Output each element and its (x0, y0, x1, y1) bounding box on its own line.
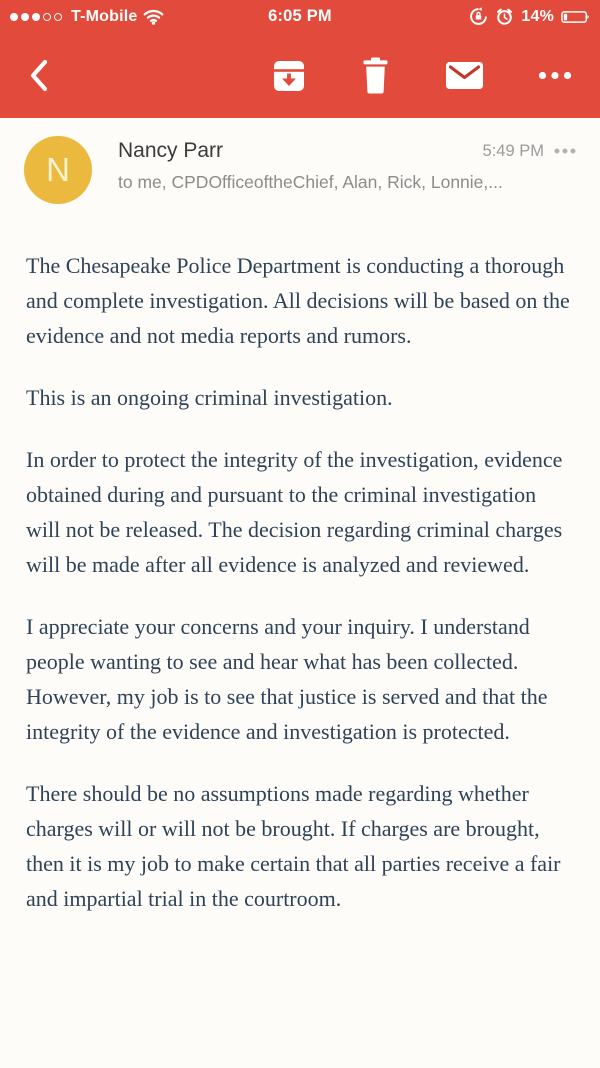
recipients-line[interactable]: to me, CPDOfficeoftheChief, Alan, Rick, Lonnie,... (118, 172, 503, 192)
status-bar-right (469, 7, 590, 26)
app-header (0, 0, 600, 118)
back-chevron-icon (28, 59, 49, 92)
delete-button[interactable] (354, 51, 397, 100)
signal-dot (43, 13, 51, 21)
toolbar (0, 33, 600, 118)
mark-unread-button[interactable] (439, 55, 490, 96)
signal-dot (32, 13, 40, 21)
archive-button[interactable] (266, 53, 312, 99)
mark-unread-icon (445, 61, 484, 90)
sender-name: Nancy Parr (118, 139, 224, 162)
back-button[interactable] (22, 53, 55, 98)
carrier-label: T-Mobile (71, 7, 138, 25)
more-options-button[interactable] (532, 65, 578, 86)
body-paragraph: The Chesapeake Police Department is conducting a thorough and complete investigation. All decisions will be based on the evidence and not media reports and rumors. (26, 253, 570, 348)
body-paragraph: This is an ongoing criminal investigation. (26, 385, 393, 410)
more-options-icon (538, 71, 572, 80)
wifi-icon (143, 8, 164, 25)
archive-icon (272, 59, 306, 93)
status-time: 6:05 PM (268, 7, 332, 25)
signal-strength-dots (10, 13, 62, 21)
body-paragraph: In order to protect the integrity of the investigation, evidence obtained during and pursuant to the criminal investigation will not be released. The decision regarding criminal charges will be made after all evidence is analyzed and reviewed. (26, 447, 563, 577)
battery-icon (561, 10, 590, 24)
body-paragraph: I appreciate your concerns and your inquiry. I understand people wanting to see and hear what has been collected. However, my job is to see that justice is served and that the integrity of the evidence and investigation is protected. (26, 614, 548, 744)
status-bar (0, 0, 600, 33)
orientation-lock-icon (469, 7, 488, 26)
email-header-info (118, 136, 576, 204)
status-bar-left (10, 8, 164, 26)
toolbar-actions (266, 51, 578, 100)
message-more-icon (554, 148, 576, 154)
email-body[interactable] (0, 204, 600, 916)
trash-icon (360, 57, 391, 94)
alarm-clock-icon (495, 7, 514, 26)
sent-time: 5:49 PM (482, 141, 544, 160)
battery-percent-label: 14% (521, 7, 554, 25)
sender-avatar[interactable]: N (24, 136, 92, 204)
email-header (0, 118, 600, 204)
signal-dot (10, 13, 18, 21)
message-more-button[interactable] (554, 144, 576, 158)
body-paragraph: There should be no assumptions made regarding whether charges will or will not be brought. If charges are brought, then it is my job to make certain that all parties receive a fair and impartial trial in the courtroom. (26, 781, 561, 911)
signal-dot (54, 13, 62, 21)
signal-dot (21, 13, 29, 21)
